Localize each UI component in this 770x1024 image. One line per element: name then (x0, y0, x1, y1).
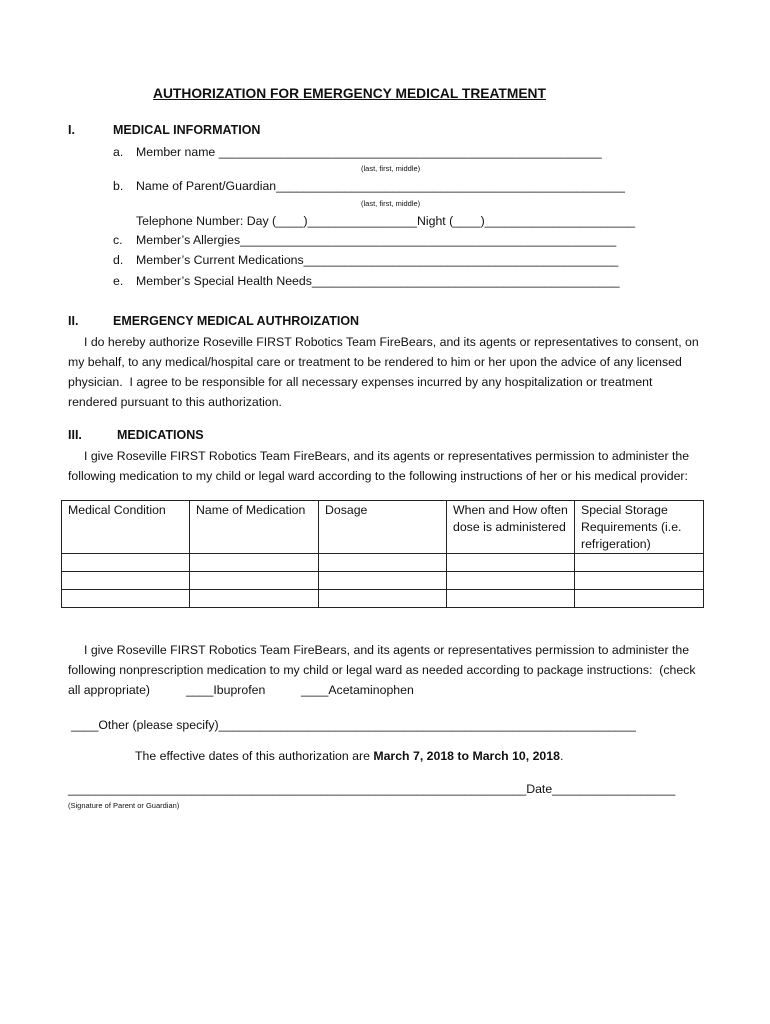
table-header-cell: Name of Medication (190, 501, 319, 554)
table-header-cell: When and How often dose is administered (447, 501, 575, 554)
effective-dates-range: March 7, 2018 to March 10, 2018 (373, 749, 560, 763)
telephone-number-field[interactable]: Telephone Number: Day (____)________________Night (____)______________________ (136, 214, 636, 228)
effective-dates-prefix: The effective dates of this authorization are (135, 749, 374, 763)
section-1-heading: MEDICAL INFORMATION (113, 123, 261, 137)
section-3-numeral: III. (68, 428, 82, 442)
parent-guardian-name-hint: (last, first, middle) (361, 199, 421, 208)
table-cell[interactable] (575, 590, 704, 608)
signature-caption: (Signature of Parent or Guardian) (68, 801, 180, 810)
authorization-line-1: I do hereby authorize Roseville FIRST Robotics Team FireBears, and its agents or representatives to consent, on (84, 335, 699, 349)
table-header-cell: Medical Condition (62, 501, 190, 554)
effective-dates-suffix: . (559, 749, 564, 763)
table-header-cell: Special Storage Requirements (i.e. refrigeration) (575, 501, 704, 554)
medications-line-2: following medication to my child or legal ward according to the following instructions of her or his medical provider: (68, 469, 688, 483)
item-b-letter: b. (113, 179, 124, 193)
table-header-cell: Dosage (319, 501, 447, 554)
acetaminophen-check[interactable]: ____Acetaminophen (301, 683, 414, 697)
effective-dates (135, 749, 563, 764)
authorization-line-2: my behalf, to any medical/hospital care or treatment to be rendered to him or her upon the advice of any licensed (68, 355, 682, 369)
table-cell[interactable] (190, 590, 319, 608)
item-e-letter: e. (113, 274, 124, 288)
table-cell[interactable] (447, 572, 575, 590)
medication-table (61, 500, 704, 608)
parent-guardian-name-field[interactable]: Name of Parent/Guardian___________________________________________________ (136, 179, 625, 193)
otc-line-1: I give Roseville FIRST Robotics Team FireBears, and its agents or representatives permission to administer the (84, 643, 690, 657)
table-cell[interactable] (190, 572, 319, 590)
member-name-hint: (last, first, middle) (361, 164, 421, 173)
allergies-field[interactable]: Member’s Allergies_______________________________________________________ (136, 233, 617, 247)
medications-line-1: I give Roseville FIRST Robotics Team FireBears, and its agents or representatives permission to administer the (84, 449, 690, 463)
table-cell[interactable] (319, 590, 447, 608)
member-name-field[interactable]: Member name ________________________________________________________ (136, 145, 602, 159)
item-a-letter: a. (113, 145, 124, 159)
otc-line-3: all appropriate) (68, 683, 151, 697)
authorization-line-3: physician. I agree to be responsible for all necessary expenses incurred by any hospitalization or treatment (68, 375, 653, 389)
section-2-heading: EMERGENCY MEDICAL AUTHROIZATION (113, 314, 360, 328)
other-medication-field[interactable]: ____Other (please specify)_____________________________________________________________ (71, 718, 636, 732)
table-cell[interactable] (319, 572, 447, 590)
item-c-letter: c. (113, 233, 123, 247)
table-row (62, 572, 704, 590)
table-cell[interactable] (319, 554, 447, 572)
table-cell[interactable] (62, 590, 190, 608)
table-cell[interactable] (575, 572, 704, 590)
table-row (62, 590, 704, 608)
item-d-letter: d. (113, 253, 124, 267)
table-cell[interactable] (190, 554, 319, 572)
table-cell[interactable] (447, 554, 575, 572)
medication-table-header-row (62, 501, 704, 554)
special-health-needs-field[interactable]: Member’s Special Health Needs_____________________________________________ (136, 274, 620, 288)
table-row (62, 554, 704, 572)
table-cell[interactable] (62, 572, 190, 590)
section-2-numeral: II. (68, 314, 79, 328)
table-cell[interactable] (447, 590, 575, 608)
ibuprofen-check[interactable]: ____Ibuprofen (186, 683, 266, 697)
signature-date-line[interactable]: ___________________________________________________________________Date__________________ (68, 782, 676, 796)
section-3-heading: MEDICATIONS (117, 428, 204, 442)
section-1-numeral: I. (68, 123, 75, 137)
current-medications-field[interactable]: Member’s Current Medications______________________________________________ (136, 253, 619, 267)
otc-line-2: following nonprescription medication to my child or legal ward as needed according to package instructions: (check (68, 663, 696, 677)
authorization-line-4: rendered pursuant to this authorization. (68, 395, 282, 409)
table-cell[interactable] (575, 554, 704, 572)
table-cell[interactable] (62, 554, 190, 572)
form-title: AUTHORIZATION FOR EMERGENCY MEDICAL TREATMENT (153, 86, 546, 101)
